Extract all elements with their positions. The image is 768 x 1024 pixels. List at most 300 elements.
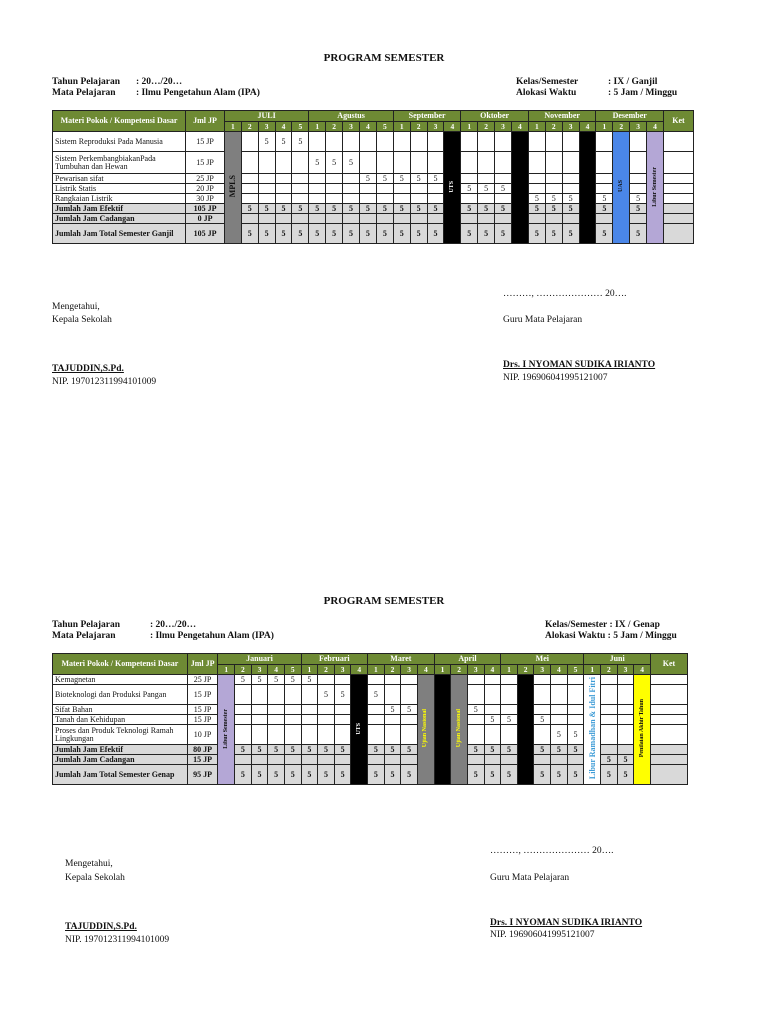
week-cell	[318, 725, 335, 745]
col-materi-header: Materi Pokok / Kompetensi Dasar	[53, 654, 188, 675]
week-cell	[545, 152, 562, 174]
week-cell	[318, 715, 335, 725]
page-title: PROGRAM SEMESTER	[323, 52, 445, 64]
guru-sign	[503, 359, 655, 372]
week-cell: 5	[241, 204, 258, 214]
week-cell	[534, 675, 551, 685]
month-header: Juni	[584, 654, 651, 665]
week-cell: 5	[567, 725, 584, 745]
week-cell: 5	[484, 745, 501, 755]
week-number: 3	[251, 665, 268, 675]
guru-nip: NIP. 196906041995121007	[503, 373, 608, 383]
week-cell: 5	[562, 224, 579, 244]
month-header: November	[528, 111, 596, 122]
week-number: 1	[224, 122, 241, 132]
week-cell: 5	[275, 224, 292, 244]
week-cell: 5	[410, 224, 427, 244]
week-cell: 5	[275, 204, 292, 214]
week-cell: 5	[359, 204, 376, 214]
week-cell: 5	[551, 765, 568, 785]
week-cell	[251, 725, 268, 745]
mata-pelajaran-row	[52, 87, 260, 99]
penilaian-akhir-band	[634, 675, 651, 785]
week-cell	[461, 214, 478, 224]
week-cell	[495, 214, 512, 224]
week-cell	[301, 715, 318, 725]
week-cell: 5	[545, 204, 562, 214]
week-number: 1	[393, 122, 410, 132]
week-number: 1	[309, 122, 326, 132]
week-number: 4	[268, 665, 285, 675]
week-number: 3	[401, 665, 418, 675]
week-cell	[268, 715, 285, 725]
week-cell	[551, 755, 568, 765]
week-cell: 5	[334, 685, 351, 705]
ket-cell	[663, 132, 693, 152]
uts-band-label: UTS	[448, 180, 455, 193]
ujian-nasional-band-2	[451, 675, 468, 785]
jp-cell: 80 JP	[187, 745, 218, 755]
week-cell	[401, 715, 418, 725]
page-title-2: PROGRAM SEMESTER	[323, 595, 445, 607]
libur-semester-band	[647, 132, 664, 244]
uts-gap-band	[511, 132, 528, 244]
week-cell	[292, 152, 309, 174]
topic-row	[53, 675, 688, 685]
week-cell	[343, 132, 360, 152]
week-cell: 5	[359, 224, 376, 244]
week-cell	[376, 152, 393, 174]
week-cell	[284, 715, 301, 725]
jp-cell: 15 JP	[187, 705, 218, 715]
week-cell	[301, 725, 318, 745]
week-cell: 5	[268, 675, 285, 685]
week-cell	[393, 184, 410, 194]
week-cell	[484, 725, 501, 745]
week-cell	[301, 755, 318, 765]
week-cell	[617, 705, 634, 715]
kepala-sign-2	[65, 921, 137, 934]
jp-cell: 0 JP	[186, 214, 225, 224]
uas-band	[613, 132, 630, 244]
week-number: 3	[495, 122, 512, 132]
week-cell: 5	[567, 765, 584, 785]
week-number: 4	[634, 665, 651, 675]
week-cell	[467, 755, 484, 765]
uas-band-label: UAS	[617, 180, 624, 193]
week-cell: 5	[292, 132, 309, 152]
week-cell: 5	[495, 184, 512, 194]
schedule-table-ganjil	[52, 110, 694, 244]
month-header: Agustus	[309, 111, 393, 122]
week-cell	[484, 705, 501, 715]
week-cell	[359, 132, 376, 152]
week-cell	[478, 214, 495, 224]
mengetahui-text: Mengetahui,	[52, 302, 100, 312]
week-cell: 5	[467, 765, 484, 785]
guru-name-2: Drs. I NYOMAN SUDIKA IRIANTO	[490, 918, 643, 928]
week-cell	[461, 132, 478, 152]
week-cell	[545, 132, 562, 152]
week-cell	[596, 184, 613, 194]
jp-cell: 30 JP	[186, 194, 225, 204]
week-cell	[596, 174, 613, 184]
week-cell: 5	[318, 765, 335, 785]
week-cell	[630, 184, 647, 194]
week-cell	[393, 132, 410, 152]
week-cell	[601, 725, 618, 745]
week-number: 3	[630, 122, 647, 132]
week-cell: 5	[268, 765, 285, 785]
date-line: ………, ………………… 20….	[503, 289, 627, 299]
mengetahui-text-2: Mengetahui,	[65, 859, 113, 869]
week-cell	[567, 685, 584, 705]
week-cell	[601, 705, 618, 715]
week-cell: 5	[596, 204, 613, 214]
week-cell: 5	[501, 715, 518, 725]
week-cell: 5	[251, 675, 268, 685]
week-cell	[258, 184, 275, 194]
ket-cell	[650, 765, 687, 785]
jp-cell: 20 JP	[186, 184, 225, 194]
week-cell	[359, 214, 376, 224]
ket-cell	[650, 685, 687, 705]
week-cell	[368, 755, 385, 765]
week-cell: 5	[376, 204, 393, 214]
week-cell	[334, 725, 351, 745]
week-cell	[551, 685, 568, 705]
week-cell	[258, 174, 275, 184]
week-cell: 5	[551, 745, 568, 755]
topic-row	[53, 174, 694, 184]
week-cell	[376, 132, 393, 152]
week-number: 2	[545, 122, 562, 132]
week-cell: 5	[284, 675, 301, 685]
topic-cell: Jumlah Jam Cadangan	[53, 755, 188, 765]
week-cell	[384, 755, 401, 765]
week-cell	[368, 705, 385, 715]
week-cell	[596, 152, 613, 174]
week-cell	[534, 755, 551, 765]
week-cell: 5	[258, 132, 275, 152]
guru-label-2: Guru Mata Pelajaran	[490, 873, 570, 883]
week-cell	[484, 685, 501, 705]
week-cell: 5	[368, 765, 385, 785]
week-cell	[268, 685, 285, 705]
kelas-value: : IX / Ganjil	[608, 77, 658, 87]
week-cell: 5	[368, 685, 385, 705]
ket-cell	[650, 725, 687, 745]
kepala-sekolah-label: Kepala Sekolah	[52, 315, 112, 325]
week-number: 2	[613, 122, 630, 132]
week-cell: 5	[562, 204, 579, 214]
week-cell	[318, 755, 335, 765]
week-number: 2	[478, 122, 495, 132]
week-cell	[326, 214, 343, 224]
week-cell	[309, 194, 326, 204]
week-cell	[318, 675, 335, 685]
topic-cell: Jumlah Jam Total Semester Ganjil	[53, 224, 186, 244]
week-number: 2	[410, 122, 427, 132]
week-cell: 5	[534, 765, 551, 785]
week-cell: 5	[461, 224, 478, 244]
week-cell	[427, 214, 444, 224]
week-cell: 5	[461, 184, 478, 194]
guru-name: Drs. I NYOMAN SUDIKA IRIANTO	[503, 360, 656, 370]
uts-band	[351, 675, 368, 785]
week-cell	[241, 194, 258, 204]
mapel-label: Mata Pelajaran	[52, 88, 116, 98]
week-cell	[235, 715, 252, 725]
alokasi-value: : 5 Jam / Minggu	[608, 88, 678, 98]
week-cell	[528, 214, 545, 224]
week-cell	[284, 685, 301, 705]
week-cell	[467, 715, 484, 725]
uts-band-label: UTS	[355, 722, 362, 735]
tahun-value-2: : 20…/20…	[150, 620, 197, 630]
week-cell: 5	[292, 204, 309, 214]
week-cell: 5	[596, 194, 613, 204]
tahun-value: : 20…/20…	[136, 77, 183, 87]
week-cell: 5	[601, 755, 618, 765]
ujian-nasional-band-label: Ujian Nasional	[422, 709, 429, 748]
week-cell: 5	[309, 152, 326, 174]
week-cell	[292, 174, 309, 184]
mapel-value: : Ilmu Pengetahun Alam (IPA)	[136, 88, 260, 98]
week-number: 2	[326, 122, 343, 132]
week-cell	[461, 194, 478, 204]
maret-gap-band	[434, 675, 451, 785]
week-cell	[343, 184, 360, 194]
week-cell	[617, 725, 634, 745]
week-cell: 5	[545, 224, 562, 244]
week-cell: 5	[467, 705, 484, 715]
week-cell: 5	[251, 745, 268, 755]
week-cell: 5	[528, 194, 545, 204]
week-number: 5	[376, 122, 393, 132]
week-cell	[495, 132, 512, 152]
week-cell	[359, 152, 376, 174]
ket-cell	[663, 204, 693, 214]
month-header: Oktober	[461, 111, 529, 122]
week-cell	[534, 725, 551, 745]
col-materi-header: Materi Pokok / Kompetensi Dasar	[53, 111, 186, 132]
topic-cell: Jumlah Jam Cadangan	[53, 214, 186, 224]
topic-cell: Jumlah Jam Total Semester Genap	[53, 765, 188, 785]
col-jml-header: Jml JP	[186, 111, 225, 132]
week-cell	[326, 132, 343, 152]
week-cell	[376, 194, 393, 204]
week-cell: 5	[326, 224, 343, 244]
week-cell	[630, 174, 647, 184]
week-cell	[410, 194, 427, 204]
week-cell	[359, 184, 376, 194]
topic-cell: Jumlah Jam Efektif	[53, 204, 186, 214]
week-cell	[484, 755, 501, 765]
week-cell	[292, 194, 309, 204]
week-cell	[309, 184, 326, 194]
week-cell	[292, 214, 309, 224]
week-cell	[268, 705, 285, 715]
week-number: 5	[284, 665, 301, 675]
mata-pelajaran-row-2	[52, 630, 274, 642]
week-cell: 5	[284, 745, 301, 755]
ket-cell	[650, 675, 687, 685]
libur-ramadhan-band	[584, 675, 601, 785]
jp-cell: 25 JP	[187, 675, 218, 685]
week-cell	[292, 184, 309, 194]
week-cell: 5	[318, 745, 335, 755]
month-header: JULI	[224, 111, 308, 122]
ket-cell	[663, 174, 693, 184]
kepala-name-2: TAJUDDIN,S.Pd.	[65, 922, 137, 932]
week-cell	[501, 685, 518, 705]
week-cell	[567, 675, 584, 685]
week-cell	[309, 174, 326, 184]
week-cell: 5	[343, 224, 360, 244]
week-cell	[630, 152, 647, 174]
week-number: 2	[517, 665, 534, 675]
week-number: 3	[343, 122, 360, 132]
week-cell	[596, 132, 613, 152]
week-cell: 5	[284, 765, 301, 785]
guru-nip-2: NIP. 196906041995121007	[490, 930, 595, 940]
week-cell	[401, 685, 418, 705]
week-cell: 5	[258, 224, 275, 244]
week-number: 2	[241, 122, 258, 132]
week-cell	[617, 745, 634, 755]
libur-semester-band-label: Libur Semester	[222, 708, 229, 749]
week-cell	[596, 214, 613, 224]
mapel-label-2: Mata Pelajaran	[52, 631, 116, 641]
week-number: 3	[562, 122, 579, 132]
week-cell	[309, 132, 326, 152]
kepala-nip: NIP. 197012311994101009	[52, 377, 157, 387]
week-number: 1	[501, 665, 518, 675]
week-number: 3	[427, 122, 444, 132]
week-cell	[268, 755, 285, 765]
ket-cell	[663, 194, 693, 204]
week-cell: 5	[258, 204, 275, 214]
week-cell: 5	[630, 224, 647, 244]
week-cell	[241, 152, 258, 174]
week-number: 4	[275, 122, 292, 132]
week-cell	[534, 705, 551, 715]
topic-row	[53, 132, 694, 152]
week-cell	[258, 214, 275, 224]
week-cell	[410, 184, 427, 194]
week-cell	[528, 152, 545, 174]
week-cell: 5	[301, 765, 318, 785]
week-cell	[275, 174, 292, 184]
week-cell: 5	[551, 725, 568, 745]
week-number: 2	[384, 665, 401, 675]
week-cell: 5	[495, 224, 512, 244]
week-cell	[334, 755, 351, 765]
week-cell	[617, 675, 634, 685]
week-cell: 5	[567, 745, 584, 755]
week-cell	[545, 184, 562, 194]
week-cell	[334, 715, 351, 725]
week-number: 2	[318, 665, 335, 675]
week-cell	[617, 715, 634, 725]
week-cell	[393, 194, 410, 204]
topic-cell: Rangkaian Listrik	[53, 194, 186, 204]
topic-cell: Proses dan Produk Teknologi Ramah Lingkungan	[53, 725, 188, 745]
alokasi-row-2: Alokasi Waktu : 5 Jam / Minggu	[545, 631, 677, 641]
month-header: Januari	[218, 654, 301, 665]
week-cell	[268, 725, 285, 745]
april-gap-band	[517, 675, 534, 785]
week-cell	[534, 685, 551, 705]
week-cell	[501, 705, 518, 715]
week-cell	[567, 755, 584, 765]
libur-semester-band	[218, 675, 235, 785]
week-cell	[235, 685, 252, 705]
week-cell: 5	[384, 705, 401, 715]
week-number: 1	[434, 665, 451, 675]
week-number: 1	[596, 122, 613, 132]
week-cell	[427, 132, 444, 152]
week-cell	[562, 184, 579, 194]
week-cell: 5	[343, 204, 360, 214]
week-cell: 5	[501, 745, 518, 755]
week-cell	[393, 152, 410, 174]
week-cell	[384, 715, 401, 725]
week-cell	[384, 685, 401, 705]
penilaian-akhir-band-label: Penilaian Akhir Tahun	[638, 699, 645, 758]
week-number: 4	[444, 122, 461, 132]
week-cell: 5	[601, 765, 618, 785]
week-cell	[251, 755, 268, 765]
jp-cell: 25 JP	[186, 174, 225, 184]
week-cell: 5	[501, 765, 518, 785]
week-cell	[478, 194, 495, 204]
week-cell	[484, 675, 501, 685]
week-number: 4	[511, 122, 528, 132]
week-cell: 5	[301, 745, 318, 755]
topic-row	[53, 184, 694, 194]
tahun-label: Tahun Pelajaran	[52, 77, 121, 87]
week-cell	[318, 705, 335, 715]
month-header: Mei	[501, 654, 584, 665]
jp-cell: 15 JP	[187, 715, 218, 725]
week-cell	[545, 174, 562, 184]
libur-semester-band-label: Libur Semester	[651, 166, 658, 207]
week-cell: 5	[343, 152, 360, 174]
week-cell: 5	[393, 204, 410, 214]
week-cell	[241, 184, 258, 194]
week-cell	[334, 705, 351, 715]
week-cell	[326, 184, 343, 194]
summary-row	[53, 224, 694, 244]
header-row-months	[53, 111, 694, 122]
week-cell	[410, 152, 427, 174]
week-cell: 5	[326, 204, 343, 214]
week-cell	[495, 194, 512, 204]
week-number: 5	[567, 665, 584, 675]
week-cell	[235, 755, 252, 765]
week-cell	[309, 214, 326, 224]
week-cell	[545, 214, 562, 224]
week-cell	[410, 214, 427, 224]
week-cell	[501, 675, 518, 685]
week-number: 3	[334, 665, 351, 675]
week-cell: 5	[427, 174, 444, 184]
week-cell: 5	[251, 765, 268, 785]
week-cell: 5	[562, 194, 579, 204]
week-cell	[601, 685, 618, 705]
